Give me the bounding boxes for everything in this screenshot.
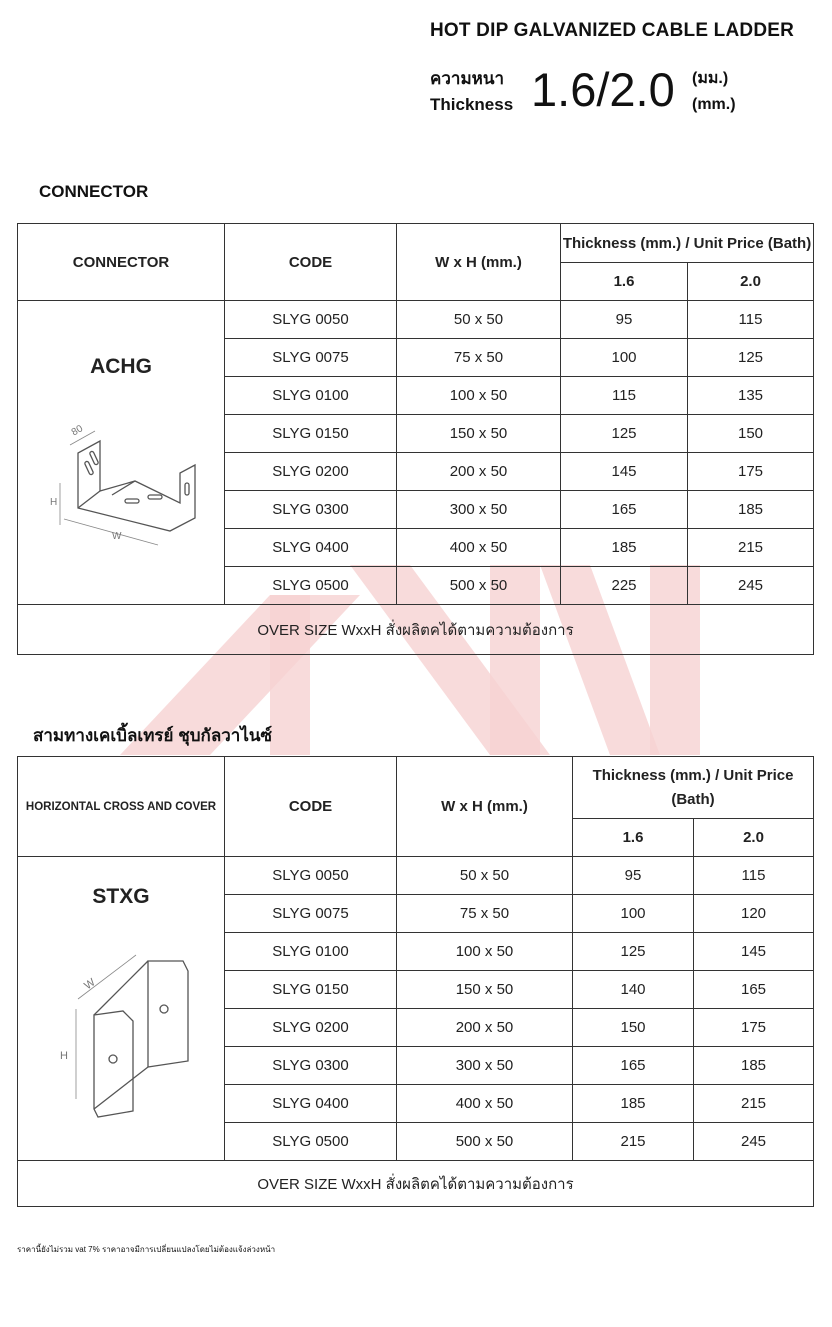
- col-header-size: W x H (mm.): [397, 757, 573, 857]
- unit-en: (mm.): [692, 96, 736, 113]
- col-header-product: CONNECTOR: [18, 224, 225, 301]
- cell-price-2-0: 125: [688, 339, 814, 377]
- cell-code: SLYG 0400: [225, 1085, 397, 1123]
- cross-price-table: [17, 756, 814, 1207]
- cell-code: SLYG 0300: [225, 1047, 397, 1085]
- col-header-size: W x H (mm.): [397, 224, 561, 301]
- product-code: ACHG: [90, 355, 152, 378]
- page-title: HOT DIP GALVANIZED CABLE LADDER: [430, 20, 795, 41]
- cell-price-2-0: 145: [694, 933, 814, 971]
- diagram-label-h: H: [60, 1050, 68, 1062]
- table-row: [18, 301, 814, 339]
- cell-price-1-6: 185: [561, 529, 688, 567]
- cell-size: 50 x 50: [397, 857, 573, 895]
- cell-price-1-6: 125: [573, 933, 694, 971]
- cell-price-2-0: 215: [688, 529, 814, 567]
- col-header-thickness-2: 2.0: [688, 263, 814, 301]
- cell-price-1-6: 95: [561, 301, 688, 339]
- cell-price-2-0: 115: [688, 301, 814, 339]
- cell-price-1-6: 95: [573, 857, 694, 895]
- diagram-label-w: W: [82, 976, 98, 993]
- cell-code: SLYG 0075: [225, 339, 397, 377]
- col-header-product: HORIZONTAL CROSS AND COVER: [18, 757, 225, 857]
- cell-size: 75 x 50: [397, 339, 561, 377]
- section-title-cross: สามทางเคเบิ้ลเทรย์ ชุบกัลวาไนซ์: [33, 726, 273, 745]
- col-header-thickness-2: 2.0: [694, 819, 814, 857]
- oversize-note: OVER SIZE WxxH สั่งผลิตคได้ตามความต้องการ: [18, 1161, 814, 1207]
- cell-size: 75 x 50: [397, 895, 573, 933]
- thickness-label-en: Thickness: [430, 95, 514, 114]
- cell-size: 200 x 50: [397, 453, 561, 491]
- cell-price-1-6: 100: [573, 895, 694, 933]
- col-header-price: Thickness (mm.) / Unit Price (Bath): [561, 224, 814, 263]
- cell-price-1-6: 145: [561, 453, 688, 491]
- cell-size: 100 x 50: [397, 933, 573, 971]
- col-header-code: CODE: [225, 757, 397, 857]
- cell-size: 150 x 50: [397, 971, 573, 1009]
- cell-size: 200 x 50: [397, 1009, 573, 1047]
- connector-price-table: [17, 223, 814, 655]
- cell-size: 300 x 50: [397, 491, 561, 529]
- cell-size: 400 x 50: [397, 1085, 573, 1123]
- cell-price-2-0: 175: [688, 453, 814, 491]
- cell-price-1-6: 165: [573, 1047, 694, 1085]
- cell-price-2-0: 135: [688, 377, 814, 415]
- col-header-price: Thickness (mm.) / Unit Price (Bath): [573, 757, 814, 819]
- cell-price-2-0: 245: [688, 567, 814, 605]
- table-header-row: [18, 224, 814, 263]
- cell-price-2-0: 165: [694, 971, 814, 1009]
- cell-code: SLYG 0500: [225, 567, 397, 605]
- cell-price-1-6: 125: [561, 415, 688, 453]
- cell-code: SLYG 0100: [225, 377, 397, 415]
- cell-code: SLYG 0400: [225, 529, 397, 567]
- cell-price-2-0: 185: [694, 1047, 814, 1085]
- connector-diagram-icon: [50, 413, 200, 553]
- cell-code: SLYG 0500: [225, 1123, 397, 1161]
- cell-size: 150 x 50: [397, 415, 561, 453]
- diagram-label-h: H: [50, 497, 58, 508]
- col-header-thickness-1: 1.6: [573, 819, 694, 857]
- cell-price-2-0: 185: [688, 491, 814, 529]
- cell-size: 100 x 50: [397, 377, 561, 415]
- cell-price-2-0: 175: [694, 1009, 814, 1047]
- cell-price-1-6: 140: [573, 971, 694, 1009]
- cell-price-1-6: 100: [561, 339, 688, 377]
- cell-code: SLYG 0150: [225, 971, 397, 1009]
- cross-cover-diagram-icon: [58, 949, 218, 1119]
- diagram-label-80: 80: [69, 423, 85, 439]
- cell-price-2-0: 245: [694, 1123, 814, 1161]
- cell-price-2-0: 120: [694, 895, 814, 933]
- cell-price-2-0: 150: [688, 415, 814, 453]
- cell-code: SLYG 0150: [225, 415, 397, 453]
- cell-code: SLYG 0100: [225, 933, 397, 971]
- col-header-code: CODE: [225, 224, 397, 301]
- table-footer-row: [18, 1161, 814, 1207]
- cell-code: SLYG 0300: [225, 491, 397, 529]
- cell-price-2-0: 115: [694, 857, 814, 895]
- cell-price-2-0: 215: [694, 1085, 814, 1123]
- product-cell-stxg: [18, 857, 225, 1161]
- cell-code: SLYG 0050: [225, 857, 397, 895]
- thickness-units: [692, 66, 736, 118]
- cell-code: SLYG 0200: [225, 453, 397, 491]
- thickness-label-th: ความหนา: [430, 69, 505, 88]
- oversize-note: OVER SIZE WxxH สั่งผลิตคได้ตามความต้องการ: [18, 605, 814, 655]
- cell-size: 400 x 50: [397, 529, 561, 567]
- cell-code: SLYG 0200: [225, 1009, 397, 1047]
- section-title-connector: CONNECTOR: [39, 182, 149, 201]
- cell-size: 500 x 50: [397, 567, 561, 605]
- cell-size: 50 x 50: [397, 301, 561, 339]
- col-header-thickness-1: 1.6: [561, 263, 688, 301]
- table-footer-row: [18, 605, 814, 655]
- cell-size: 300 x 50: [397, 1047, 573, 1085]
- thickness-value: 1.6/2.0: [531, 63, 675, 116]
- cell-code: SLYG 0050: [225, 301, 397, 339]
- table-row: [18, 857, 814, 895]
- cell-price-1-6: 115: [561, 377, 688, 415]
- diagram-label-w: W: [112, 531, 122, 542]
- cell-price-1-6: 225: [561, 567, 688, 605]
- product-cell-achg: [18, 301, 225, 605]
- cell-price-1-6: 165: [561, 491, 688, 529]
- product-code: STXG: [92, 885, 150, 908]
- cell-price-1-6: 150: [573, 1009, 694, 1047]
- unit-th: (มม.): [692, 70, 729, 87]
- cell-price-1-6: 215: [573, 1123, 694, 1161]
- thickness-labels: [430, 66, 513, 118]
- cell-code: SLYG 0075: [225, 895, 397, 933]
- cell-size: 500 x 50: [397, 1123, 573, 1161]
- vat-note: ราคานี้ยังไม่รวม vat 7% ราคาอาจมีการเปลี่ยนแปลงโดยไม่ต้องแจ้งล่วงหน้า: [17, 1245, 276, 1254]
- cell-price-1-6: 185: [573, 1085, 694, 1123]
- table-header-row: [18, 757, 814, 819]
